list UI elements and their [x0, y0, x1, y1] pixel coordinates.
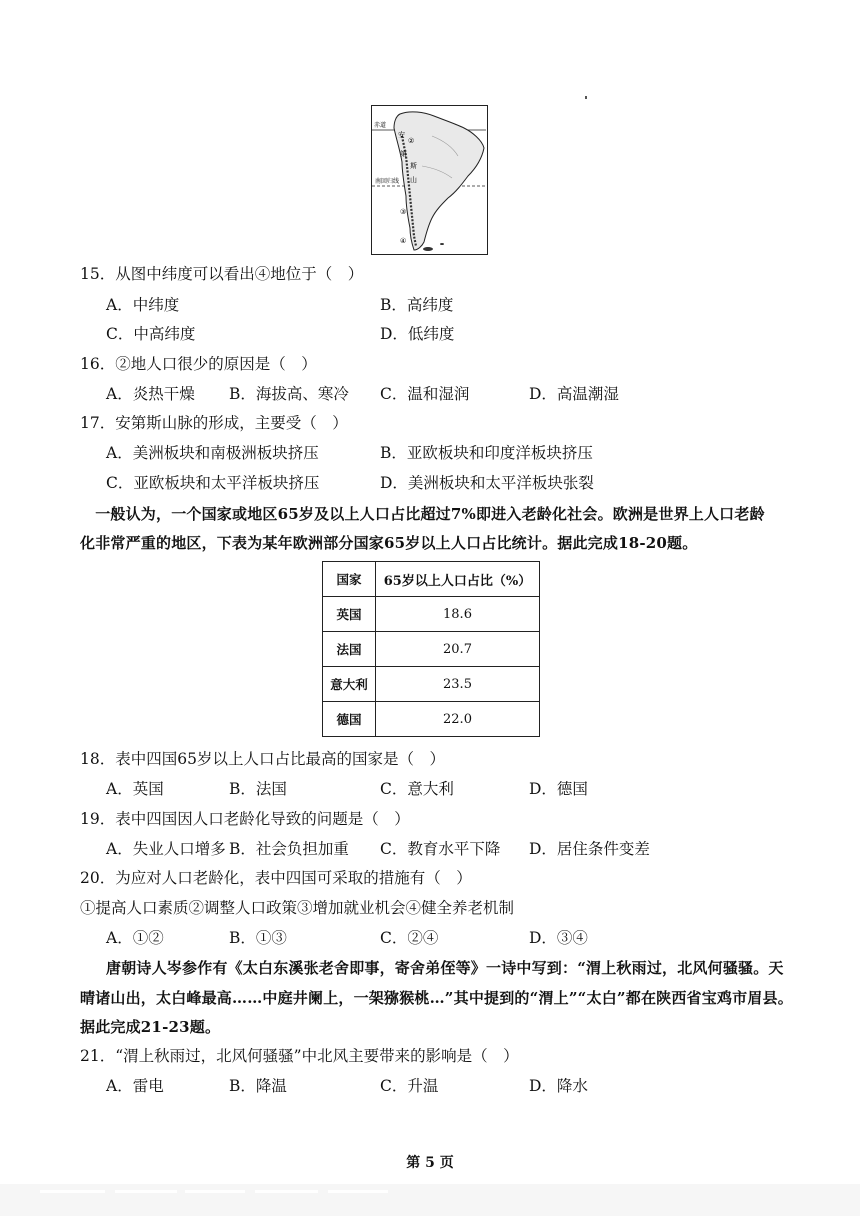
tierra-del-fuego: [423, 247, 433, 251]
table-cell-value: 20.7: [376, 632, 540, 667]
south-america-map: [371, 105, 488, 255]
q15-option-a[interactable]: A．中纬度: [106, 296, 180, 314]
q20-option-d[interactable]: D．③④: [529, 929, 588, 947]
q20-option-a[interactable]: A．①②: [106, 929, 164, 947]
q20-option-b[interactable]: B．①③: [229, 929, 287, 947]
scan-bottom-strip: [0, 1184, 860, 1216]
table-cell-value: 23.5: [376, 667, 540, 702]
map-drawing: [372, 106, 486, 253]
table-header-ratio: 65岁以上人口占比（%）: [376, 562, 540, 597]
question-16: 16．②地人口很少的原因是（ ）: [80, 355, 317, 373]
q15-option-d[interactable]: D．低纬度: [380, 325, 455, 343]
aging-table: [322, 561, 540, 737]
q15-option-b[interactable]: B．高纬度: [380, 296, 454, 314]
q19-option-d[interactable]: D．居住条件变差: [529, 840, 650, 858]
question-15: 15．从图中纬度可以看出④地位于（ ）: [80, 265, 364, 283]
table-row: [323, 597, 540, 632]
q18-option-b[interactable]: B．法国: [229, 780, 287, 798]
table-row: [323, 667, 540, 702]
passage-21-23-line3: 据此完成21-23题。: [80, 1018, 221, 1036]
q19-option-a[interactable]: A．失业人口增多: [106, 840, 226, 858]
q19-option-c[interactable]: C．教育水平下降: [380, 840, 501, 858]
passage-18-20-line2: 化非常严重的地区，下表为某年欧洲部分国家65岁以上人口占比统计。据此完成18-20题。: [80, 534, 698, 552]
q17-option-d[interactable]: D．美洲板块和太平洋板块张裂: [380, 474, 594, 492]
q20-option-c[interactable]: C．②④: [380, 929, 439, 947]
passage-21-23-line2: 晴诸山出，太白峰最高……中庭井阑上，一架猕猴桃…”其中提到的“渭上”“太白”都在陕西省宝鸡市眉县。: [80, 989, 793, 1007]
question-19: 19．表中四国因人口老龄化导致的问题是（ ）: [80, 810, 410, 828]
label-marker-4: ④: [400, 237, 407, 245]
q18-option-a[interactable]: A．英国: [106, 780, 164, 798]
label-marker-3: ③: [400, 208, 407, 216]
label-marker-1: ②: [408, 137, 415, 145]
table-cell-value: 22.0: [376, 702, 540, 737]
q16-option-d[interactable]: D．高温潮湿: [529, 385, 619, 403]
q18-option-d[interactable]: D．德国: [529, 780, 588, 798]
label-tropic: 南回归线: [375, 178, 400, 185]
q21-option-d[interactable]: D．降水: [529, 1077, 588, 1095]
question-18: 18．表中四国65岁以上人口占比最高的国家是（ ）: [80, 750, 445, 768]
q20-statements: ①提高人口素质②调整人口政策③增加就业机会④健全养老机制: [80, 899, 515, 917]
question-21: 21．“渭上秋雨过，北风何骚骚”中北风主要带来的影响是（ ）: [80, 1047, 519, 1065]
label-equator: 赤道: [374, 122, 387, 129]
label-shan: 山: [410, 176, 417, 184]
table-cell-country: 意大利: [323, 667, 376, 702]
q17-option-a[interactable]: A．美洲板块和南极洲板块挤压: [106, 444, 319, 462]
q21-option-b[interactable]: B．降温: [229, 1077, 287, 1095]
table-cell-value: 18.6: [376, 597, 540, 632]
q15-option-c[interactable]: C．中高纬度: [106, 325, 196, 343]
label-di: 第: [400, 150, 407, 158]
passage-21-23-line1: 唐朝诗人岑参作有《太白东溪张老舍即事，寄舍弟侄等》一诗中写到：“渭上秋雨过，北风何骚骚。天: [106, 959, 784, 977]
q21-option-c[interactable]: C．升温: [380, 1077, 439, 1095]
q17-option-c[interactable]: C．亚欧板块和太平洋板块挤压: [106, 474, 320, 492]
q16-option-a[interactable]: A．炎热干燥: [106, 385, 195, 403]
q17-option-b[interactable]: B．亚欧板块和印度洋板块挤压: [380, 444, 593, 462]
passage-18-20-line1: 一般认为，一个国家或地区65岁及以上人口占比超过7%即进入老龄化社会。欧洲是世界上人口老龄: [80, 505, 765, 523]
table-cell-country: 法国: [323, 632, 376, 667]
page-number: 第 5 页: [406, 1155, 454, 1171]
question-17: 17．安第斯山脉的形成，主要受（ ）: [80, 414, 348, 432]
table-cell-country: 德国: [323, 702, 376, 737]
scan-dot: [585, 96, 587, 99]
q16-option-b[interactable]: B．海拔高、寒冷: [229, 385, 349, 403]
q19-option-b[interactable]: B．社会负担加重: [229, 840, 349, 858]
table-row: [323, 632, 540, 667]
q16-option-c[interactable]: C．温和湿润: [380, 385, 470, 403]
table-cell-country: 英国: [323, 597, 376, 632]
q21-option-a[interactable]: A．雷电: [106, 1077, 164, 1095]
q18-option-c[interactable]: C．意大利: [380, 780, 454, 798]
label-an: 安: [398, 131, 405, 139]
table-header-row: [323, 562, 540, 597]
label-si: 斯: [410, 162, 417, 170]
table-row: [323, 702, 540, 737]
continent-outline: [394, 112, 484, 250]
question-20: 20．为应对人口老龄化，表中四国可采取的措施有（ ）: [80, 869, 472, 887]
table-header-country: 国家: [323, 562, 376, 597]
